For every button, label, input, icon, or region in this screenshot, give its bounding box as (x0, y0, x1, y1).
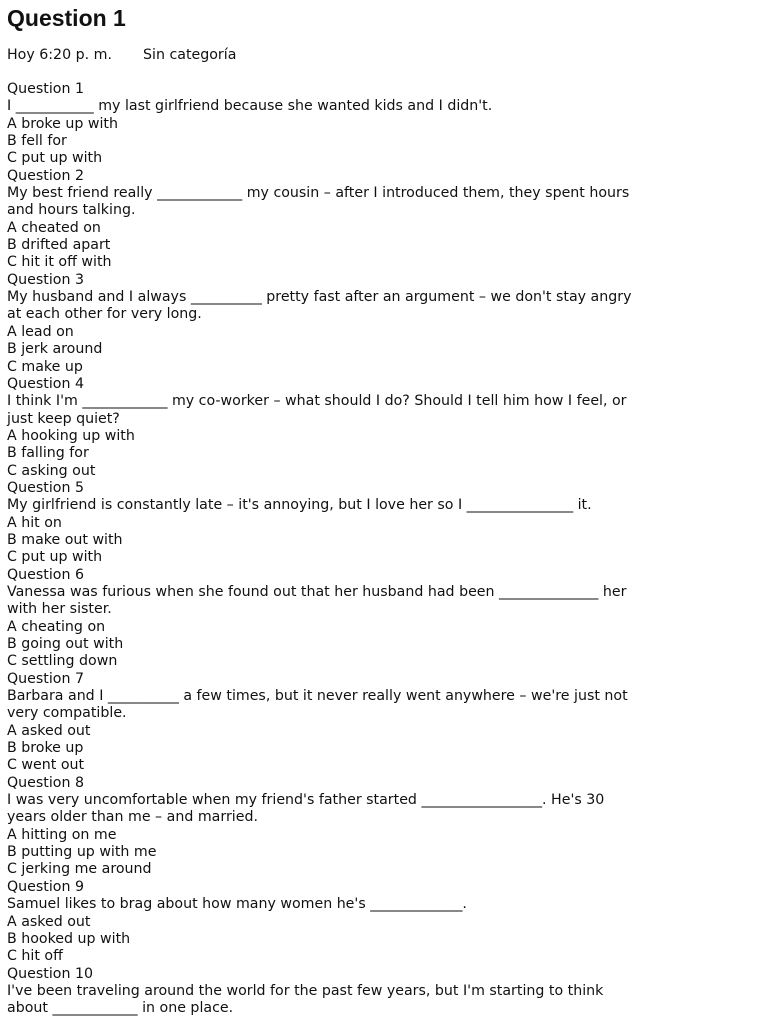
page-title: Question 1 (7, 5, 126, 31)
answer-option: B drifted apart (7, 237, 111, 254)
question-block (7, 168, 647, 272)
answer-option: A hitting on me (7, 826, 117, 843)
post-meta (7, 46, 768, 64)
question-stem: Barbara and I __________ a few times, but it never really went anywhere – we're just not very compatible. (7, 688, 628, 722)
question-label: Question 10 (7, 965, 94, 982)
post-time: Hoy 6:20 p. m. (7, 47, 112, 63)
answer-option: A asked out (7, 913, 91, 930)
question-stem: I think I'm ____________ my co-worker – what should I do? Should I tell him how I feel, or just keep quiet? (7, 393, 627, 427)
question-block (7, 879, 647, 966)
answer-option: C jerking me around (7, 861, 152, 878)
question-stem: Vanessa was furious when she found out that her husband had been ______________ her with her sister. (7, 583, 627, 618)
answer-option: B jerk around (7, 341, 103, 358)
question-stem: I was very uncomfortable when my friend's father started _________________. He's 30 years older than me – and married. (7, 792, 605, 826)
question-label: Question 8 (7, 774, 84, 791)
answer-option: A cheated on (7, 219, 101, 236)
question-label: Question 1 (7, 81, 84, 97)
answer-option: C hit off (7, 948, 63, 965)
answer-option: B broke up (7, 740, 84, 757)
answer-option: A hit on (7, 514, 62, 531)
question-label: Question 9 (7, 878, 84, 895)
question-block (7, 81, 647, 168)
answer-option: A broke up with (7, 115, 118, 132)
answer-option: B falling for (7, 445, 89, 462)
question-label: Question 2 (7, 167, 84, 184)
answer-option: C went out (7, 757, 85, 774)
question-block (7, 480, 647, 567)
question-label: Question 4 (7, 375, 84, 392)
question-label: Question 7 (7, 670, 84, 687)
question-stem: Samuel likes to brag about how many women he's _____________. (7, 896, 467, 913)
answer-option: B make out with (7, 531, 123, 548)
questions-list (7, 81, 647, 1018)
question-block (7, 671, 647, 775)
question-block (7, 272, 647, 376)
post-category[interactable]: Sin categoría (143, 47, 237, 63)
answer-option: B going out with (7, 636, 124, 652)
question-stem: My best friend really ____________ my cousin – after I introduced them, they spent hours and hours talking. (7, 185, 630, 219)
answer-option: B hooked up with (7, 930, 131, 947)
answer-option: A lead on (7, 323, 74, 340)
answer-option: C make up (7, 358, 83, 375)
answer-option: C asking out (7, 462, 96, 479)
question-block (7, 376, 647, 480)
question-stem: I ___________ my last girlfriend because she wanted kids and I didn't. (7, 98, 493, 115)
question-label: Question 3 (7, 271, 84, 288)
answer-option: A hooking up with (7, 427, 135, 444)
question-stem: I've been traveling around the world for the past few years, but I'm starting to think about ____________ in one place. (7, 982, 604, 1017)
answer-option: A asked out (7, 722, 91, 739)
question-label: Question 6 (7, 566, 84, 583)
document-page (0, 4, 768, 1028)
answer-option: C put up with (7, 150, 103, 167)
question-block (7, 775, 647, 879)
answer-option: C put up with (7, 549, 103, 566)
answer-option: B putting up with me (7, 844, 157, 861)
question-block (7, 966, 647, 1018)
answer-option: B fell for (7, 133, 67, 150)
question-stem: My girlfriend is constantly late – it's annoying, but I love her so I _______________ it. (7, 497, 592, 514)
question-stem: My husband and I always __________ pretty fast after an argument – we don't stay angry at each other for very long. (7, 289, 632, 323)
question-label: Question 5 (7, 479, 84, 496)
question-block (7, 567, 647, 671)
answer-option: A cheating on (7, 618, 106, 635)
answer-option: C hit it off with (7, 254, 112, 271)
answer-option: C settling down (7, 653, 118, 670)
